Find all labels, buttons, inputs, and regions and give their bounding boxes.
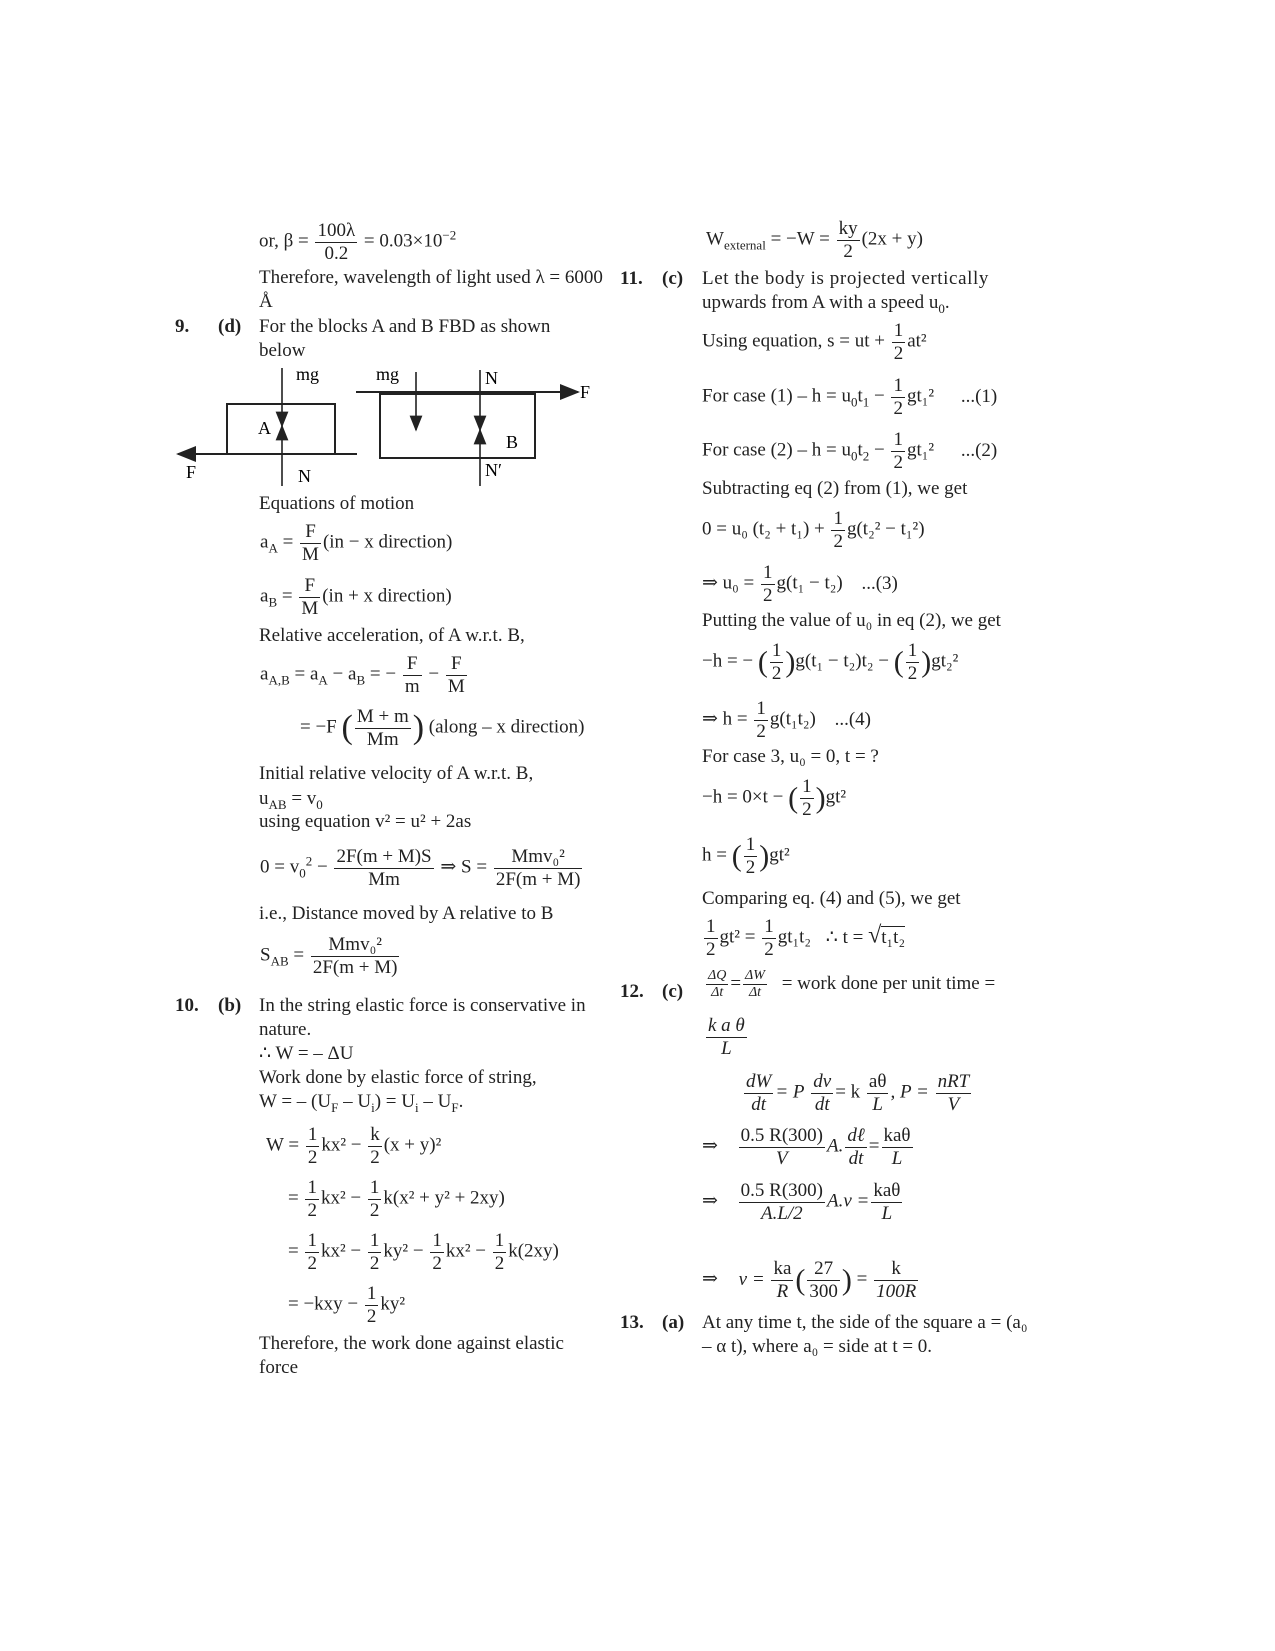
aA-equation: $a_A$ = $\frac{F}{M}$ (in − x direction) — [260, 521, 453, 565]
eom-title: Equations of motion — [259, 493, 415, 514]
q10-text-3: ∴ W = – ΔU — [259, 1043, 354, 1064]
beta-fraction: $\frac{100\lambda}{0.2}$ — [317, 220, 356, 264]
label-n-a: N — [298, 466, 311, 486]
zero-equation: 0 = u₀ (t₂ + t₁) + $\frac{1}{2}$ g(t₂² − t₁²) — [702, 508, 925, 552]
case1-equation: For case $(1) - h = u_0t_1$ − $\frac{1}{2}$ gt₁² ...(1) — [702, 375, 998, 419]
aAB-equation: $a_{A,B} = a_A - a_B$ = − $\frac{F}{m}$ − $\frac{F}{M}$ — [260, 653, 465, 697]
sab-equation: $S_{AB}$ = $\frac{\text{Mmv₀²}}{2F(m + M)}$ — [260, 934, 398, 978]
w-eq-3: = $\frac{1}{2}$ kx² − $\frac{1}{2}$ ky² − $\frac{1}{2}$ kx² − $\frac{1}{2}$ k(2xy) — [288, 1230, 559, 1274]
case2-equation: For case $(2) - h = u_0t_2$ − $\frac{1}{2}$ gt₁² ...(2) — [702, 429, 998, 473]
h4-equation: ⇒ h = $\frac{1}{2}$ g(t₁t₂) ...(4) — [702, 698, 872, 742]
e4-equation: ⇒ v = $\frac{ka}{R}$ ( $\frac{27}{300}$ ) = $\frac{k}{100R}$ — [702, 1258, 917, 1302]
q11-text-2: upwards from A with a speed $u_0$. — [702, 292, 950, 316]
putting-text: Putting the value of u₀ in eq (2), we get — [702, 610, 1001, 631]
q10-text-5: W = – $(U_F - U_i) = U_i - U_F$. — [259, 1091, 464, 1115]
q11-number: 11. — [620, 268, 643, 289]
q12-equation: $\frac{\Delta Q}{\Delta t}$ = $\frac{\Delta W}{\Delta t}$ = work done per unit time = — [708, 968, 996, 1001]
wavelength-text: Therefore, wavelength of light used λ = 6000 — [259, 267, 603, 288]
angstrom-text: Å — [259, 291, 273, 312]
q12-number: 12. — [620, 981, 644, 1002]
e2-equation: ⇒ $\frac{0.5 R(300)}{V}$ A. $\frac{\text{dℓ}}{dt}$ = $\frac{\text{kaθ}}{L}$ — [702, 1125, 911, 1169]
label-n-top: N — [485, 368, 498, 388]
case3-text: For case 3, u₀ = 0, t = ? — [702, 746, 879, 767]
uab-text: $u_{AB} = v_0$ — [259, 788, 323, 812]
compare-equation: $\frac{1}{2}$ gt² = $\frac{1}{2}$ gt₁t₂ ∴ t = √t₁t₂ — [706, 916, 906, 960]
q13-text-1: At any time t, the side of the square a = (a₀ — [702, 1312, 1028, 1333]
w-eq-4: = −kxy − $\frac{1}{2}$ ky² — [288, 1283, 406, 1327]
comparing-text: Comparing eq. (4) and (5), we get — [702, 888, 961, 909]
label-f-right: F — [580, 382, 591, 402]
h5-equation: h = ( $\frac{1}{2}$ )gt² — [702, 834, 790, 878]
minus-h3-equation: −h = 0×t − ( $\frac{1}{2}$ )gt² — [702, 776, 847, 820]
aB-equation: $a_B$ = $\frac{F}{M}$ (in + x direction) — [260, 575, 452, 619]
label-f-left: F — [186, 462, 197, 482]
w-eq-2: = $\frac{1}{2}$ kx² − $\frac{1}{2}$ k(x² + y² + 2xy) — [288, 1177, 505, 1221]
q13-number: 13. — [620, 1312, 644, 1333]
q12-option: (c) — [662, 981, 684, 1002]
q13-option: (a) — [662, 1312, 685, 1333]
q10-number: 10. — [175, 995, 199, 1016]
q10-text-7: force — [259, 1357, 299, 1378]
label-n-prime: N′ — [485, 460, 502, 480]
label-b: B — [506, 432, 519, 452]
minus-h-equation: −h = − ( $\frac{1}{2}$ )g(t₁ − t₂)t₂ − ( $\frac{1}{2}$ )gt₂² — [702, 640, 959, 684]
initial-rel-vel-text: Initial relative velocity of A w.r.t. B, — [259, 763, 534, 784]
using-equation: Using equation, s = ut + $\frac{1}{2}$ at² — [702, 320, 927, 364]
q10-text-1: In the string elastic force is conservative in — [259, 995, 586, 1016]
label-mg-b: mg — [376, 364, 400, 384]
e1-equation: $\frac{dW}{dt}$ = P $\frac{dv}{dt}$ = k $\frac{a\theta}{L}$ , P = $\frac{\text{nRT}}{V}$ — [746, 1071, 970, 1115]
block-a — [227, 404, 335, 454]
q10-text-2: nature. — [259, 1019, 312, 1040]
label-mg-a: mg — [296, 364, 320, 384]
s-equation: $0 = v_0^2$ − $\frac{2F(m + M)S}{Mm}$ ⇒ S = $\frac{\text{Mmv₀²}}{2F(m + M)}$ — [260, 846, 581, 890]
u0-equation: ⇒ u₀ = $\frac{1}{2}$ g(t₁ − t₂) ...(3) — [702, 562, 898, 606]
wext-equation: $W_{external} = -W$ = $\frac{ky}{2}$ (2x + y) — [706, 218, 923, 262]
q11-text-1: Let the body is projected vertically — [702, 268, 989, 289]
using-eq-text: using equation v² = u² + 2as — [259, 811, 472, 832]
q9-text-1: For the blocks A and B FBD as shown — [259, 316, 551, 337]
q10-text-6: Therefore, the work done against elastic — [259, 1333, 564, 1354]
e3-equation: ⇒ $\frac{0.5 R(300)}{A.L/2}$ A.v = $\frac{\text{kaθ}}{L}$ — [702, 1180, 901, 1224]
label-a: A — [258, 418, 271, 438]
q9-text-2: below — [259, 340, 306, 361]
q9-number: 9. — [175, 316, 190, 337]
q11-option: (c) — [662, 268, 684, 289]
q10-option: (b) — [218, 995, 242, 1016]
w-eq-1: W = $\frac{1}{2}$ kx² − $\frac{k}{2}$ (x + y)² — [266, 1124, 442, 1168]
q13-text-2: – α t), where a₀ = side at t = 0. — [702, 1336, 933, 1357]
aAB-equation-2: = −F ( $\frac{M + m}{Mm}$ ) (along – x direction) — [300, 706, 585, 750]
fbd-diagram — [170, 360, 600, 490]
distance-text: i.e., Distance moved by A relative to B — [259, 903, 554, 924]
relative-acc-text: Relative acceleration, of A w.r.t. B, — [259, 625, 525, 646]
q10-text-4: Work done by elastic force of string, — [259, 1067, 537, 1088]
subtracting-text: Subtracting eq (2) from (1), we get — [702, 478, 968, 499]
beta-equation: or, β = $\frac{100\lambda}{0.2}$ = $0.03\times 10^{-2}$ — [259, 220, 457, 264]
q9-option: (d) — [218, 316, 242, 337]
q12-kat: $\frac{\text{k a θ}}{L}$ — [708, 1015, 745, 1059]
